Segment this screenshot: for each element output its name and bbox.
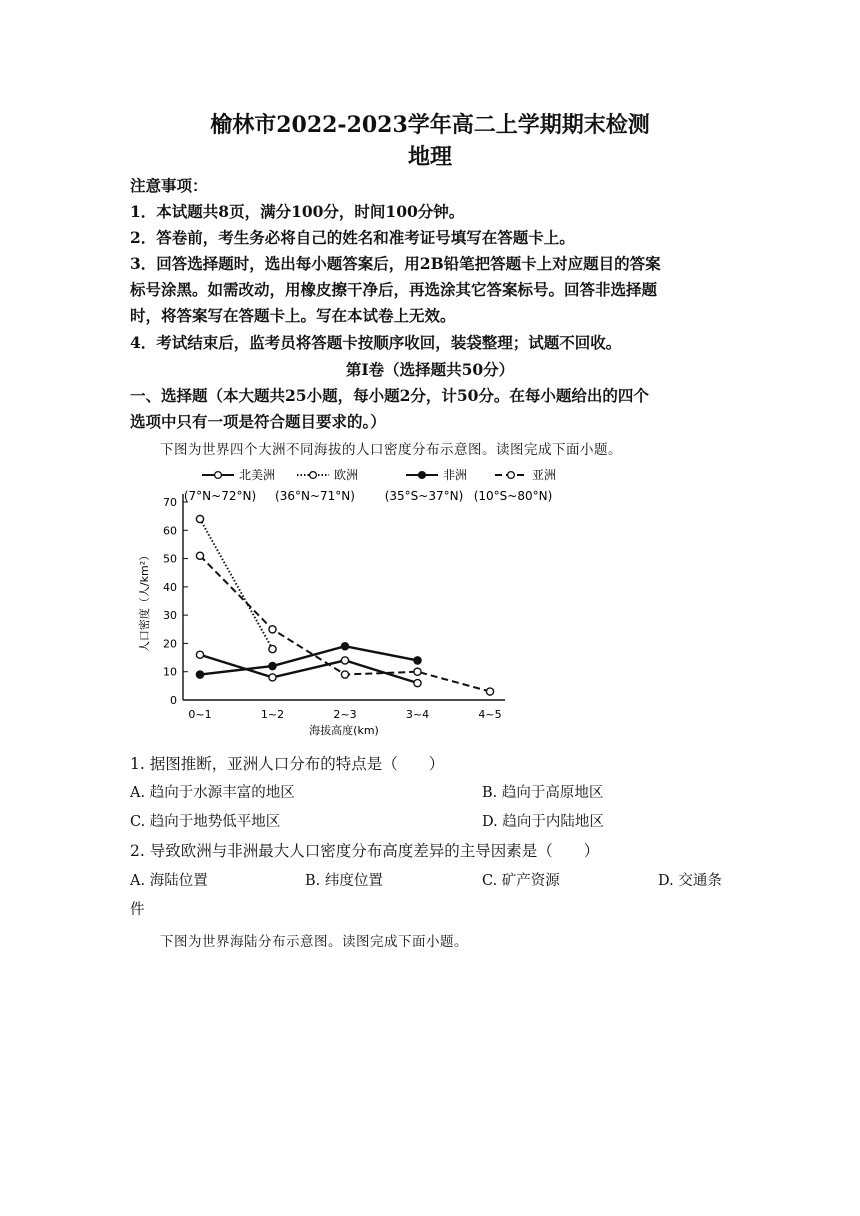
data-point [269,626,276,633]
question-1-stem: 1. 据图推断，亚洲人口分布的特点是（ ） [130,755,445,773]
legend-range: (7°N~72°N) [183,489,257,503]
legend-range: (35°S~37°N) [384,489,464,503]
x-tick-label: 3~4 [405,708,430,721]
q1-option-b[interactable]: B. 趋向于高原地区 [482,785,604,801]
legend-label: 欧洲 [334,468,359,482]
q2-option-c[interactable]: C. 矿产资源 [482,873,560,889]
data-point [269,662,276,669]
series-line [200,646,418,674]
x-tick-label: 2~3 [333,708,357,721]
chart-intro: 下图为世界四个大洲不同海拔的人口密度分布示意图。读图完成下面小题。 [160,442,622,458]
notice-item: 2．答卷前，考生务必将自己的姓名和准考证号填写在答题卡上。 [130,228,575,247]
notice-item: 1．本试题共8页，满分100分，时间100分钟。 [130,202,465,221]
data-point [196,671,203,678]
subject-title: 地理 [407,144,452,170]
y-tick-label: 40 [163,580,177,594]
legend-range: (10°S~80°N) [473,489,553,503]
y-tick-label: 60 [163,524,177,538]
chart-plot [196,515,493,695]
part-title: 第I卷（选择题共50分） [345,360,515,379]
data-point [269,645,276,652]
data-point [414,679,421,686]
x-tick-label: 0~1 [188,708,212,721]
data-point [196,651,203,658]
legend-marker [508,472,515,479]
x-tick-label: 1~2 [260,708,285,721]
exam-title: 榆林市2022-2023学年高二上学期期末检测 [210,112,650,138]
q1-option-d[interactable]: D. 趋向于内陆地区 [482,814,604,830]
data-point [341,657,348,664]
legend-label: 北美洲 [239,468,276,482]
q1-option-a[interactable]: A. 趋向于水源丰富的地区 [130,785,295,801]
y-tick-label: 70 [163,496,177,509]
y-tick-label: 0 [170,694,177,707]
legend-label: 亚洲 [532,468,557,482]
notice-item: 时，将答案写在答题卡上。写在本试卷上无效。 [130,306,456,325]
chart-axes [137,494,505,737]
data-point [196,515,203,522]
map-intro: 下图为世界海陆分布示意图。读图完成下面小题。 [160,934,468,950]
y-tick-label: 10 [163,665,177,679]
data-point [414,668,421,675]
series-line [200,655,418,683]
x-axis-label: 海拔高度(km) [309,724,379,737]
section-heading: 一、选择题（本大题共25小题，每小题2分，计50分。在每小题给出的四个 [130,386,649,405]
y-tick-label: 30 [163,609,177,623]
q2-option-d[interactable]: D. 交通条 [658,873,722,889]
question-2-stem: 2. 导致欧洲与非洲最大人口密度分布高度差异的主导因素是（ ） [130,842,600,860]
y-axis-label: 人口密度（人/km²） [138,549,151,653]
q2-option-b[interactable]: B. 纬度位置 [305,873,383,889]
q2-option-d-wrap: 件 [130,902,145,918]
x-tick-label: 4~5 [478,708,502,721]
legend-marker [215,472,222,479]
series-line [200,519,273,649]
notice-item: 3．回答选择题时，选出每小题答案后，用2B铅笔把答题卡上对应题目的答案 [130,254,661,273]
population-density-chart [130,462,557,740]
y-tick-label: 50 [163,552,177,566]
legend-label: 非洲 [443,468,468,482]
legend-marker [310,472,317,479]
q2-option-a[interactable]: A. 海陆位置 [130,873,208,889]
notice-item: 标号涂黑。如需改动，用橡皮擦干净后，再选涂其它答案标号。回答非选择题 [130,280,658,299]
data-point [196,552,203,559]
data-point [341,671,348,678]
legend-range: (36°N~71°N) [275,489,355,503]
notice-item: 4．考试结束后，监考员将答题卡按顺序收回，装袋整理；试题不回收。 [130,333,622,352]
data-point [486,688,493,695]
notice-heading: 注意事项： [130,176,208,195]
legend-marker [419,472,426,479]
chart-legend [184,467,556,503]
q1-option-c[interactable]: C. 趋向于地势低平地区 [130,814,281,830]
section-heading: 选项中只有一项是符合题目要求的。） [130,412,386,431]
data-point [341,643,348,650]
y-tick-label: 20 [163,637,177,651]
data-point [414,657,421,664]
data-point [269,674,276,681]
